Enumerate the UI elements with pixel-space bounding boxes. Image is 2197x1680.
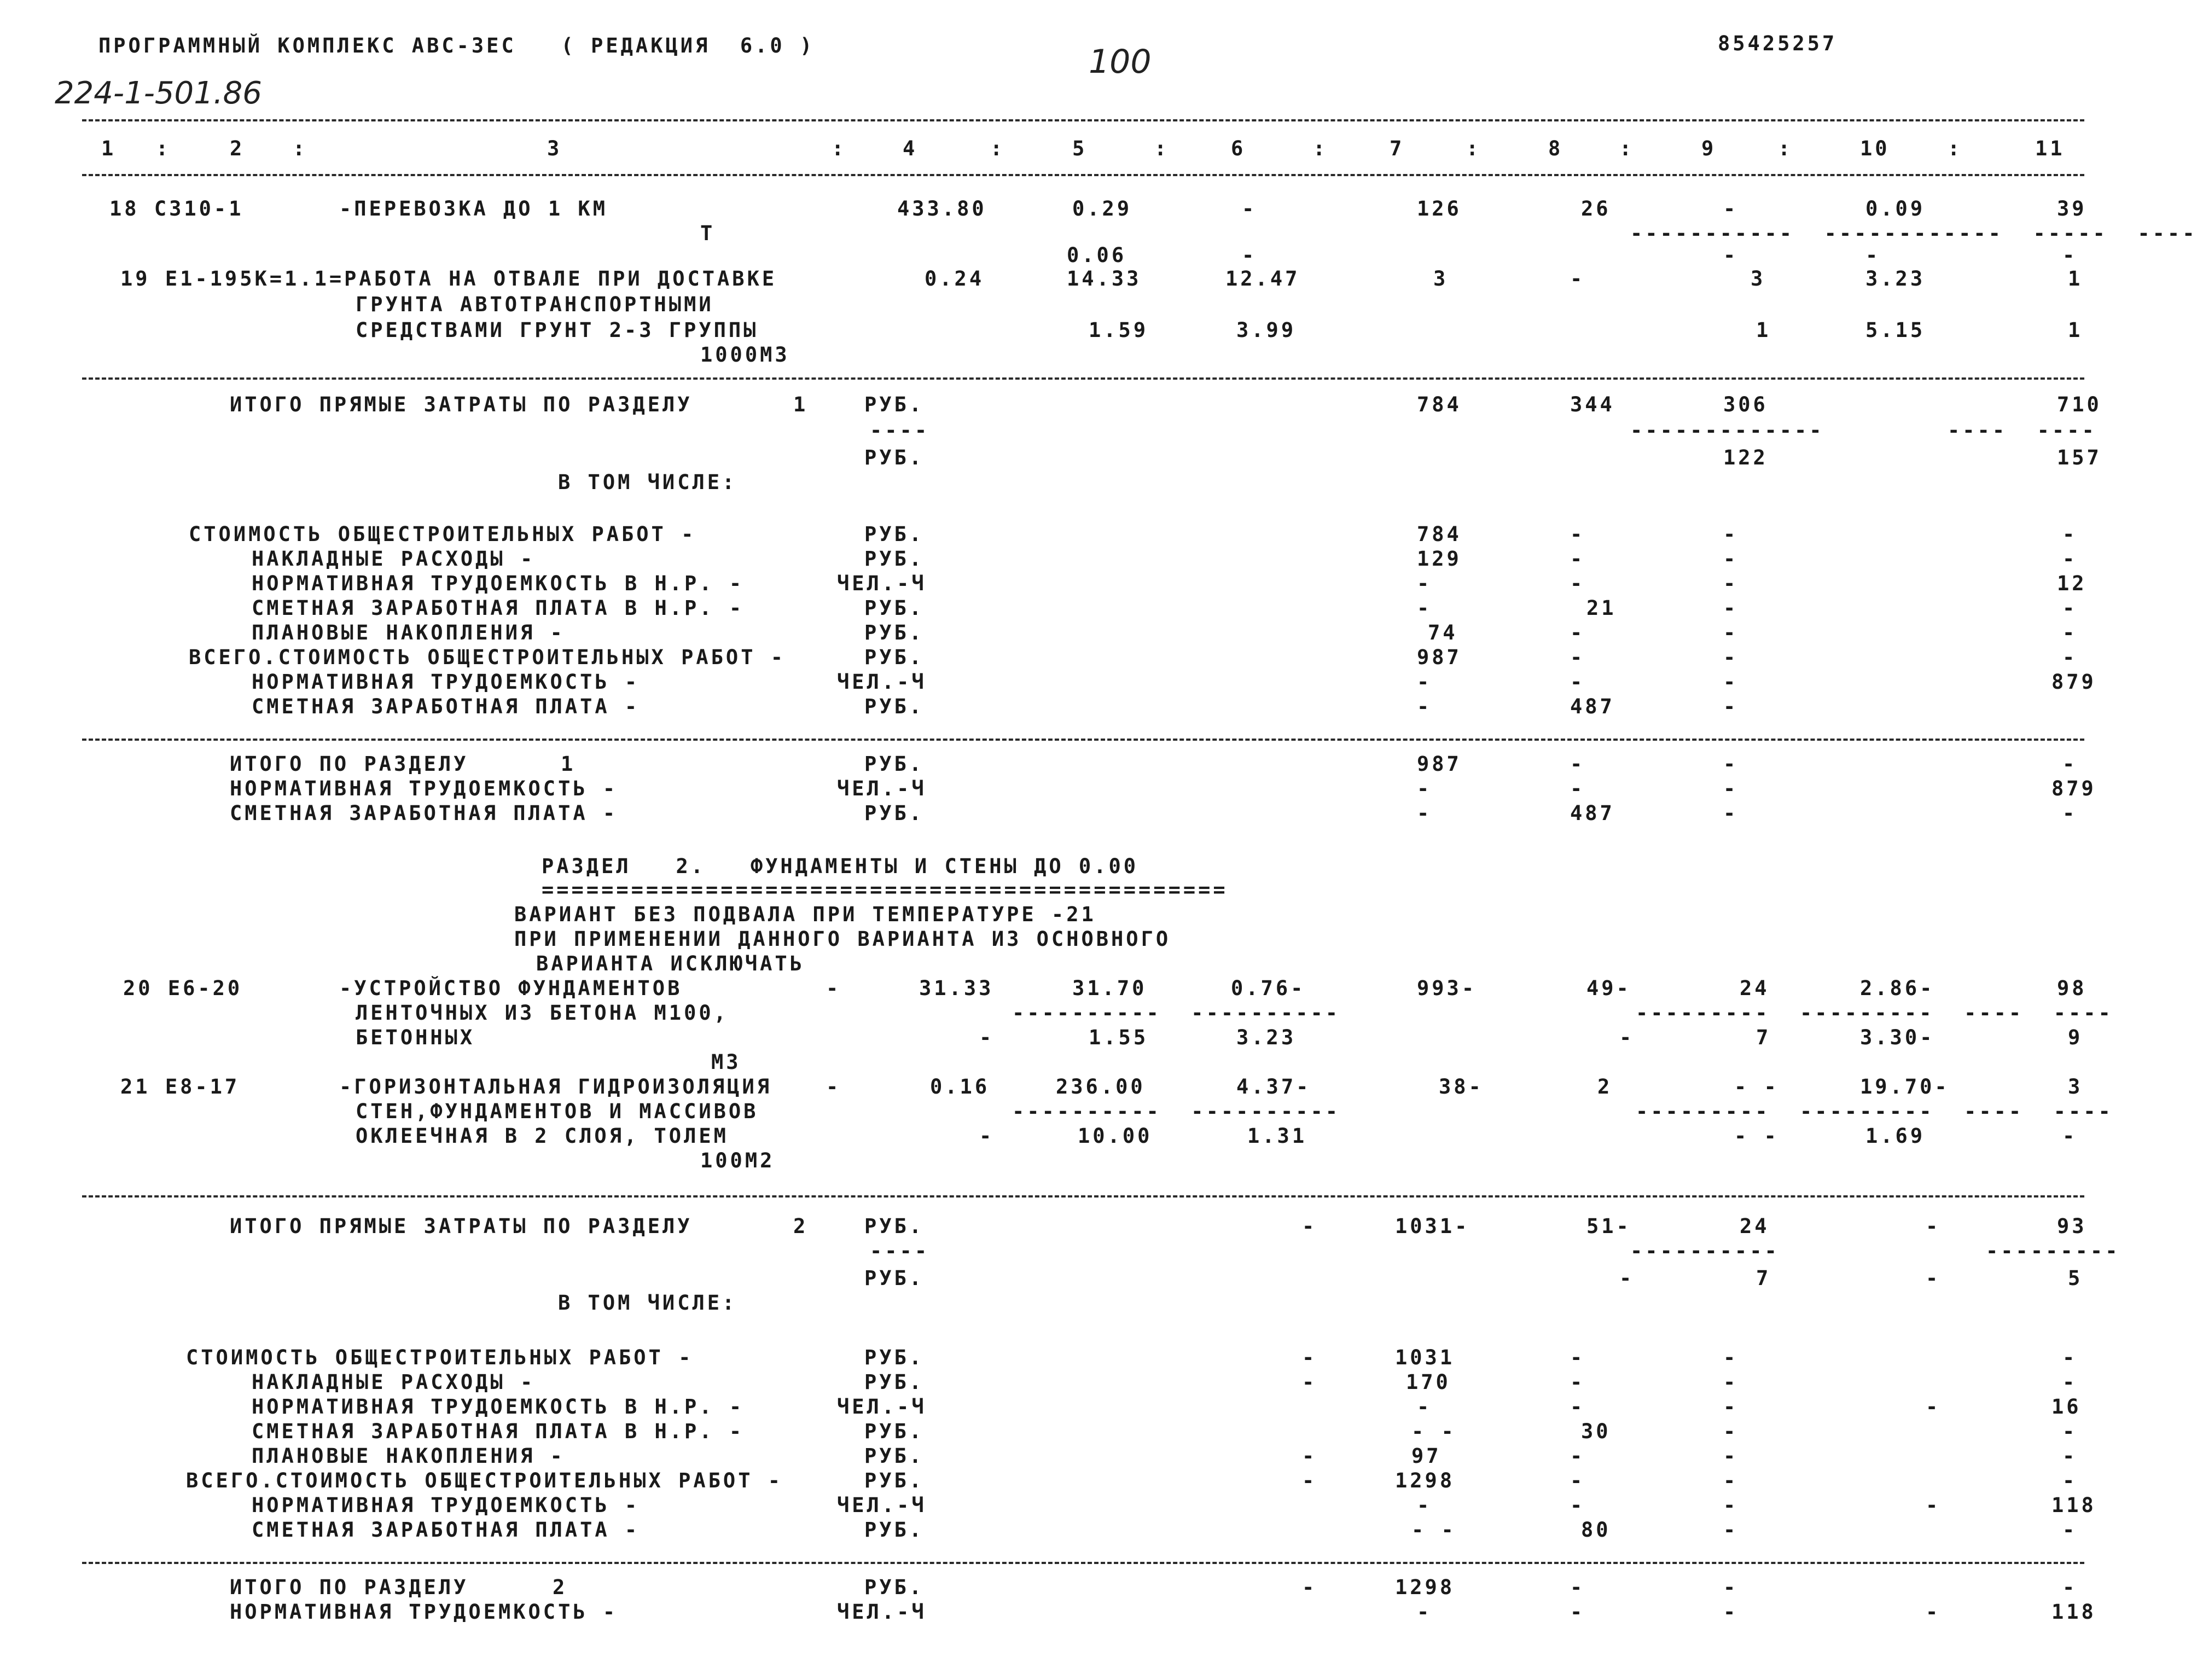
column-separator: : (1948, 137, 1963, 160)
table-cell: - (1417, 596, 1432, 620)
column-separator: : (1313, 137, 1328, 160)
table-cell: - (2062, 1444, 2078, 1468)
table-cell: 7 (1756, 1266, 1771, 1290)
table-cell: 118 (2051, 1600, 2096, 1624)
column-number: 3 (547, 137, 562, 160)
table-cell: ЧЕЛ.-Ч (837, 1493, 927, 1517)
table-cell: - (1723, 1469, 1739, 1492)
table-cell: ЧЕЛ.-Ч (837, 572, 927, 595)
table-cell: РУБ. (864, 1444, 925, 1468)
table-cell: 1.69 (1865, 1124, 1926, 1148)
table-cell: СМЕТНАЯ ЗАРАБОТНАЯ ПЛАТА - (252, 1518, 640, 1542)
table-cell: - (1417, 777, 1432, 800)
table-cell: 3 (2068, 1075, 2083, 1098)
table-cell: - (1865, 243, 1881, 267)
table-cell: НОРМАТИВНАЯ ТРУДОЕМКОСТЬ - (252, 670, 640, 694)
table-cell: РУБ. (864, 752, 925, 776)
table-cell: 5.15 (1865, 318, 1926, 342)
table-cell: РУБ. (864, 1370, 925, 1394)
table-cell: - (1417, 1493, 1432, 1517)
table-cell: ---- ---- (1948, 418, 2097, 442)
table-cell: - (1723, 646, 1739, 669)
table-cell: ЧЕЛ.-Ч (837, 670, 927, 694)
table-cell: РУБ. (864, 596, 925, 620)
table-cell: 9 (2068, 1026, 2083, 1049)
column-number: 2 (230, 137, 245, 160)
table-cell: 16 (2051, 1395, 2082, 1419)
table-cell: 39 (2057, 197, 2087, 220)
table-cell: НОРМАТИВНАЯ ТРУДОЕМКОСТЬ - (230, 777, 618, 800)
table-cell: 2 (1597, 1075, 1613, 1098)
table-cell: - (1570, 1469, 1585, 1492)
table-cell: РУБ. (864, 522, 925, 546)
table-cell: 31.33 (919, 976, 994, 1000)
table-cell: 0.24 (925, 267, 985, 290)
table-cell: 1.59 (1089, 318, 1149, 342)
table-cell: ЧЕЛ.-Ч (837, 1395, 927, 1419)
table-cell: - (1723, 1493, 1739, 1517)
table-cell: - (1570, 646, 1585, 669)
column-number: 5 (1072, 137, 1088, 160)
table-cell: - - (1734, 1124, 1779, 1148)
table-cell: - (1723, 1370, 1739, 1394)
document-id: 85425257 (1718, 32, 1838, 55)
table-cell: НАКЛАДНЫЕ РАСХОДЫ - (252, 547, 536, 571)
section-2-total-rule (82, 1195, 2084, 1197)
table-cell: 1.31 (1247, 1124, 1307, 1148)
table-cell: - (1619, 1266, 1635, 1290)
table-cell: - (1723, 522, 1739, 546)
table-cell: РУБ. (864, 1346, 925, 1369)
table-cell: -ГОРИЗОНТАЛЬНАЯ ГИДРОИЗОЛЯЦИЯ (339, 1075, 772, 1098)
table-cell: БЕТОННЫХ (356, 1026, 475, 1049)
table-cell: ВСЕГО.СТОИМОСТЬ ОБЩЕСТРОИТЕЛЬНЫХ РАБОТ - (189, 646, 786, 669)
table-cell: - (1723, 695, 1739, 718)
table-cell: 1000М3 (700, 343, 790, 367)
table-cell: - (1926, 1266, 1941, 1290)
table-cell: 1031 (1395, 1346, 1455, 1369)
table-cell: - (1570, 1576, 1585, 1599)
table-cell: 100М2 (700, 1149, 775, 1172)
table-cell: - (1570, 777, 1585, 800)
table-cell: 2 (793, 1214, 809, 1238)
table-cell: РУБ. (864, 547, 925, 571)
table-cell: РАЗДЕЛ 2. ФУНДАМЕНТЫ И СТЕНЫ ДО 0.00 (542, 854, 1139, 878)
table-cell: 3.23 (1236, 1026, 1297, 1049)
table-cell: 26 (1581, 197, 1611, 220)
column-separator: : (1466, 137, 1481, 160)
table-cell: НОРМАТИВНАЯ ТРУДОЕМКОСТЬ В Н.Р. - (252, 572, 745, 595)
table-cell: ПЛАНОВЫЕ НАКОПЛЕНИЯ - (252, 1444, 565, 1468)
table-cell: 1 (2068, 267, 2083, 290)
table-cell: - - (1411, 1420, 1456, 1443)
table-cell: 18 С310-1 (109, 197, 244, 220)
section-1-summary-rule (82, 739, 2084, 741)
table-cell: ПРИ ПРИМЕНЕНИИ ДАННОГО ВАРИАНТА ИЗ ОСНОВНОГО (514, 927, 1171, 951)
table-cell: - (1570, 1346, 1585, 1369)
table-cell: - (2062, 243, 2078, 267)
table-cell: - (2062, 752, 2078, 776)
table-cell: - (2062, 1469, 2078, 1492)
table-cell: - (1417, 695, 1432, 718)
table-cell: 0.16 (930, 1075, 990, 1098)
table-cell: 2 (553, 1576, 568, 1599)
table-cell: 170 (1406, 1370, 1451, 1394)
table-cell: СМЕТНАЯ ЗАРАБОТНАЯ ПЛАТА - (230, 801, 618, 825)
table-cell: 24 (1740, 1214, 1770, 1238)
table-cell: - (1723, 1576, 1739, 1599)
header-rule-bottom (82, 174, 2084, 176)
table-cell: РУБ. (864, 1518, 925, 1542)
table-cell: 93 (2057, 1214, 2087, 1238)
table-cell: - (1417, 1600, 1432, 1624)
table-cell: - (1723, 1600, 1739, 1624)
table-cell: 879 (2051, 777, 2096, 800)
table-cell: 987 (1417, 752, 1462, 776)
table-cell: - (1619, 1026, 1635, 1049)
section-2-summary-rule (82, 1562, 2084, 1564)
table-cell: ---------- ---------- (1012, 1001, 1341, 1025)
table-cell: СМЕТНАЯ ЗАРАБОТНАЯ ПЛАТА В Н.Р. - (252, 596, 745, 620)
table-cell: ВСЕГО.СТОИМОСТЬ ОБЩЕСТРОИТЕЛЬНЫХ РАБОТ - (186, 1469, 783, 1492)
column-number: 1 (101, 137, 117, 160)
table-cell: ВАРИАНТА ИСКЛЮЧАТЬ (536, 952, 805, 975)
table-cell: - (1570, 670, 1585, 694)
table-cell: 20 Е6-20 (123, 976, 243, 1000)
column-number: 11 (2035, 137, 2065, 160)
table-cell: - (1302, 1346, 1317, 1369)
table-cell: - (1723, 1420, 1739, 1443)
table-cell: - (1570, 752, 1585, 776)
table-cell: 487 (1570, 801, 1615, 825)
table-cell: - (2062, 621, 2078, 644)
table-cell: 38- (1439, 1075, 1484, 1098)
table-cell: - (1723, 1395, 1739, 1419)
table-cell: - (1570, 1395, 1585, 1419)
table-cell: - (2062, 1518, 2078, 1542)
table-cell: ОКЛЕЕЧНАЯ В 2 СЛОЯ, ТОЛЕМ (356, 1124, 729, 1148)
table-cell: 98 (2057, 976, 2087, 1000)
table-cell: 122 (1723, 446, 1768, 469)
table-cell: ГРУНТА АВТОТРАНСПОРТНЫМИ (356, 293, 714, 316)
table-cell: РУБ. (864, 621, 925, 644)
table-cell: - (1723, 572, 1739, 595)
column-separator: : (156, 137, 171, 160)
table-cell: НОРМАТИВНАЯ ТРУДОЕМКОСТЬ В Н.Р. - (252, 1395, 745, 1419)
table-cell: РУБ. (864, 446, 925, 469)
table-cell: 1 (1756, 318, 1771, 342)
table-cell: - (1723, 547, 1739, 571)
table-cell: НОРМАТИВНАЯ ТРУДОЕМКОСТЬ - (230, 1600, 618, 1624)
table-cell: - (1417, 1395, 1432, 1419)
table-cell: - (1302, 1469, 1317, 1492)
table-cell: - (1926, 1395, 1941, 1419)
table-cell: 51- (1586, 1214, 1631, 1238)
table-cell: - (1723, 801, 1739, 825)
table-cell: 3 (1751, 267, 1766, 290)
table-cell: - (1723, 596, 1739, 620)
table-cell: 344 (1570, 393, 1615, 416)
table-cell: РУБ. (864, 1469, 925, 1492)
table-cell: В ТОМ ЧИСЛЕ: (558, 470, 737, 494)
table-cell: - (1302, 1370, 1317, 1394)
table-cell: - (1926, 1214, 1941, 1238)
table-cell: - (1570, 621, 1585, 644)
table-cell: - (1417, 670, 1432, 694)
table-cell: В ТОМ ЧИСЛЕ: (558, 1291, 737, 1315)
table-cell: ЛЕНТОЧНЫХ ИЗ БЕТОНА М100, (356, 1001, 729, 1025)
table-cell: 784 (1417, 522, 1462, 546)
table-cell: 2.86- (1860, 976, 1935, 1000)
table-cell: СРЕДСТВАМИ ГРУНТ 2-3 ГРУППЫ (356, 318, 759, 342)
table-cell: - (1723, 777, 1739, 800)
table-cell: - (2062, 801, 2078, 825)
table-cell: 1 (793, 393, 809, 416)
table-cell: - (1723, 1346, 1739, 1369)
table-cell: - (1723, 752, 1739, 776)
table-cell: 0.76- (1231, 976, 1306, 1000)
table-cell: 0.29 (1072, 197, 1132, 220)
table-cell: ------------- (1630, 418, 1824, 442)
table-cell: -УСТРОЙСТВО ФУНДАМЕНТОВ (339, 976, 683, 1000)
table-cell: - (1302, 1444, 1317, 1468)
table-cell: --------- --------- ---- ---- (1636, 1001, 2113, 1025)
table-cell: 1 (2068, 318, 2083, 342)
table-cell: 31.70 (1072, 976, 1147, 1000)
table-cell: ИТОГО ПРЯМЫЕ ЗАТРАТЫ ПО РАЗДЕЛУ (230, 1214, 693, 1238)
table-cell: НАКЛАДНЫЕ РАСХОДЫ - (252, 1370, 536, 1394)
table-cell: 80 (1581, 1518, 1611, 1542)
table-cell: - (1723, 243, 1739, 267)
column-separator: : (1619, 137, 1635, 160)
column-number: 6 (1231, 137, 1246, 160)
table-cell: СТОИМОСТЬ ОБЩЕСТРОИТЕЛЬНЫХ РАБОТ - (186, 1346, 694, 1369)
program-header: ПРОГРАММНЫЙ КОМПЛЕКС АВС-ЗЕС ( РЕДАКЦИЯ 6.0 ) (98, 34, 815, 57)
table-cell: РУБ. (864, 1576, 925, 1599)
table-cell: РУБ. (864, 801, 925, 825)
column-separator: : (1778, 137, 1793, 160)
table-cell: НОРМАТИВНАЯ ТРУДОЕМКОСТЬ - (252, 1493, 640, 1517)
table-cell: 0.06 (1067, 243, 1127, 267)
table-cell: - (1723, 621, 1739, 644)
table-cell: СТОИМОСТЬ ОБЩЕСТРОИТЕЛЬНЫХ РАБОТ - (189, 522, 696, 546)
table-cell: 118 (2051, 1493, 2096, 1517)
column-number: 10 (1860, 137, 1890, 160)
table-cell: 879 (2051, 670, 2096, 694)
table-cell: - (1570, 1493, 1585, 1517)
column-separator: : (1154, 137, 1170, 160)
table-cell: РУБ. (864, 695, 925, 718)
column-number: 9 (1701, 137, 1717, 160)
table-cell: 1.55 (1089, 1026, 1149, 1049)
table-cell: 784 (1417, 393, 1462, 416)
page-number: 100 (1089, 43, 1152, 81)
table-cell: - - (1411, 1518, 1456, 1542)
table-cell: - (1570, 572, 1585, 595)
table-cell: ---------- (1630, 1239, 1780, 1263)
table-cell: 5 (2068, 1266, 2083, 1290)
table-cell: - (1417, 801, 1432, 825)
table-cell: - (1570, 1600, 1585, 1624)
table-cell: - (826, 1075, 841, 1098)
table-cell: 1298 (1395, 1469, 1455, 1492)
table-cell: 710 (2057, 393, 2102, 416)
table-cell: 21 Е8-17 (120, 1075, 240, 1098)
table-cell: 3.99 (1236, 318, 1297, 342)
column-separator: : (990, 137, 1005, 160)
header-rule-top (82, 119, 2084, 121)
table-cell: СМЕТНАЯ ЗАРАБОТНАЯ ПЛАТА - (252, 695, 640, 718)
table-cell: - (2062, 1346, 2078, 1369)
table-cell: РУБ. (864, 1214, 925, 1238)
table-cell: 306 (1723, 393, 1768, 416)
table-cell: 993- (1417, 976, 1477, 1000)
table-cell: 19.70- (1860, 1075, 1950, 1098)
table-cell: - (979, 1124, 995, 1148)
table-cell: - (979, 1026, 995, 1049)
table-cell: 7 (1756, 1026, 1771, 1049)
table-cell: - (1723, 197, 1739, 220)
table-cell: - (2062, 522, 2078, 546)
table-cell: 3.30- (1860, 1026, 1935, 1049)
table-cell: 97 (1411, 1444, 1442, 1468)
table-cell: РУБ. (864, 393, 925, 416)
table-cell: - (1242, 197, 1257, 220)
table-cell: - (1417, 572, 1432, 595)
table-cell: ЧЕЛ.-Ч (837, 1600, 927, 1624)
table-cell: ----------- ------------ ----- ---- (1630, 222, 2197, 245)
column-separator: : (293, 137, 308, 160)
table-cell: ВАРИАНТ БЕЗ ПОДВАЛА ПРИ ТЕМПЕРАТУРЕ -21 (514, 903, 1096, 926)
table-cell: РУБ. (864, 1420, 925, 1443)
table-cell: РУБ. (864, 1266, 925, 1290)
table-cell: 4.37- (1236, 1075, 1311, 1098)
table-cell: 74 (1428, 621, 1458, 644)
table-cell: 21 (1586, 596, 1617, 620)
table-cell: - (1926, 1600, 1941, 1624)
table-cell: - (2062, 547, 2078, 571)
table-cell: СМЕТНАЯ ЗАРАБОТНАЯ ПЛАТА В Н.Р. - (252, 1420, 745, 1443)
table-cell: М3 (711, 1050, 741, 1074)
table-cell: - (826, 976, 841, 1000)
table-cell: --------- --------- ---- ---- (1636, 1100, 2113, 1123)
table-cell: 24 (1740, 976, 1770, 1000)
table-cell: - (1723, 670, 1739, 694)
table-cell: - - (1734, 1075, 1779, 1098)
table-cell: ---- (870, 1239, 930, 1263)
table-cell: Т (700, 222, 716, 245)
table-cell: 987 (1417, 646, 1462, 669)
table-cell: 433.80 (897, 197, 987, 220)
table-cell: - (2062, 1420, 2078, 1443)
table-cell: --------- (1986, 1239, 2120, 1263)
table-cell: 3.23 (1865, 267, 1926, 290)
column-number: 7 (1390, 137, 1405, 160)
table-cell: 30 (1581, 1420, 1611, 1443)
table-cell: - (1570, 547, 1585, 571)
table-cell: - (1302, 1576, 1317, 1599)
table-cell: - (1723, 1444, 1739, 1468)
table-cell: - (2062, 1370, 2078, 1394)
table-cell: ПЛАНОВЫЕ НАКОПЛЕНИЯ - (252, 621, 565, 644)
table-cell: ============================================== (542, 878, 1228, 902)
table-cell: 12 (2057, 572, 2087, 595)
table-cell: 129 (1417, 547, 1462, 571)
column-separator: : (832, 137, 847, 160)
table-cell: 236.00 (1056, 1075, 1146, 1098)
table-cell: ---- (870, 418, 930, 442)
table-cell: - (1570, 1370, 1585, 1394)
table-cell: 0.09 (1865, 197, 1926, 220)
table-cell: ---------- ---------- (1012, 1100, 1341, 1123)
table-cell: ЧЕЛ.-Ч (837, 777, 927, 800)
table-cell: 10.00 (1078, 1124, 1153, 1148)
table-cell: - (1570, 267, 1585, 290)
table-cell: - (1926, 1493, 1941, 1517)
table-cell: 1 (561, 752, 576, 776)
project-code: 224-1-501.86 (55, 75, 262, 111)
column-number: 4 (903, 137, 918, 160)
table-cell: ИТОГО ПО РАЗДЕЛУ (230, 1576, 469, 1599)
table-cell: 49- (1586, 976, 1631, 1000)
table-cell: 3 (1433, 267, 1449, 290)
table-cell: 19 Е1-195К=1.1=РАБОТА НА ОТВАЛЕ ПРИ ДОСТАВКЕ (120, 267, 777, 290)
table-cell: РУБ. (864, 646, 925, 669)
table-cell: - (1242, 243, 1257, 267)
table-cell: - (1302, 1214, 1317, 1238)
table-cell: - (2062, 1124, 2078, 1148)
table-cell: 12.47 (1225, 267, 1300, 290)
section-1-total-rule (82, 377, 2084, 380)
table-cell: ИТОГО ПРЯМЫЕ ЗАТРАТЫ ПО РАЗДЕЛУ (230, 393, 693, 416)
table-cell: 1298 (1395, 1576, 1455, 1599)
table-cell: 487 (1570, 695, 1615, 718)
table-cell: -ПЕРЕВОЗКА ДО 1 КМ (339, 197, 608, 220)
table-cell: - (1570, 522, 1585, 546)
table-cell: - (2062, 646, 2078, 669)
table-cell: ИТОГО ПО РАЗДЕЛУ (230, 752, 469, 776)
table-cell: 1031- (1395, 1214, 1470, 1238)
table-cell: 126 (1417, 197, 1462, 220)
table-cell: 14.33 (1067, 267, 1142, 290)
table-cell: 157 (2057, 446, 2102, 469)
table-cell: - (2062, 596, 2078, 620)
table-cell: СТЕН,ФУНДАМЕНТОВ И МАССИВОВ (356, 1100, 759, 1123)
table-cell: - (1570, 1444, 1585, 1468)
table-cell: - (2062, 1576, 2078, 1599)
column-number: 8 (1548, 137, 1564, 160)
table-cell: - (1723, 1518, 1739, 1542)
